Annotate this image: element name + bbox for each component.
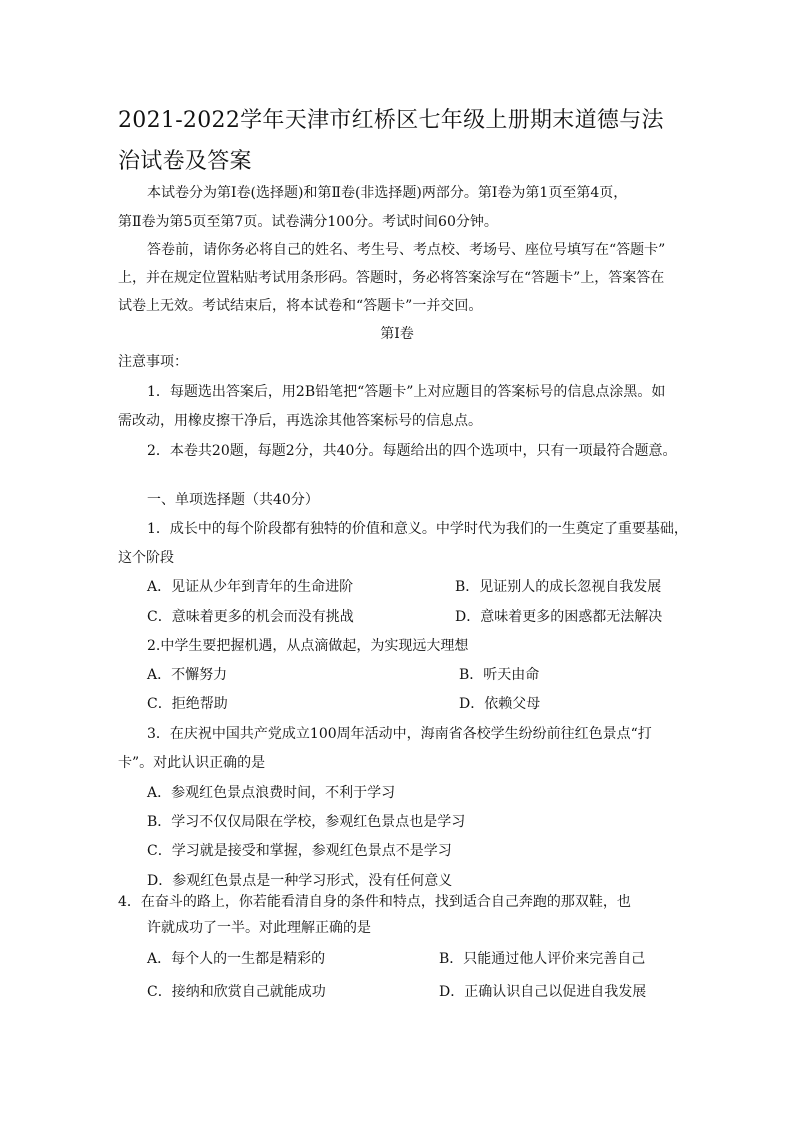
question-3-option-b: B．学习不仅仅局限在学校，参观红色景点也是学习 bbox=[147, 814, 466, 830]
question-2-stem: 2.中学生要把握机遇，从点滴做起，为实现远大理想 bbox=[147, 638, 469, 654]
question-3-stem-2: 卡”。对此认识正确的是 bbox=[118, 755, 266, 771]
question-1-stem-1: 1．成长中的每个阶段都有独特的价值和意义。中学时代为我们的一生奠定了重要基础， bbox=[147, 521, 688, 537]
question-3-option-a: A．参观红色景点浪费时间，不利于学习 bbox=[147, 785, 396, 801]
volume-heading: 第Ⅰ卷 bbox=[380, 326, 414, 342]
notice-line-3: 2．本卷共20题，每题2分，共40分。每题给出的四个选项中，只有一项最符合题意。 bbox=[147, 443, 677, 459]
question-3-option-c: C．学习就是接受和掌握，参观红色景点不是学习 bbox=[147, 843, 452, 859]
intro-line-4: 上，并在规定位置粘贴考试用条形码。答题时，务必将答案涂写在“答题卡”上，答案答在 bbox=[118, 270, 665, 286]
question-2-option-a: A．不懈努力 bbox=[147, 667, 228, 683]
question-1-stem-2: 这个阶段 bbox=[118, 550, 174, 566]
question-4-option-d: D．正确认识自己以促进自我发展 bbox=[439, 984, 647, 1000]
notice-heading: 注意事项： bbox=[118, 354, 188, 370]
intro-line-2: 第Ⅱ卷为第5页至第7页。试卷满分100分。考试时间60分钟。 bbox=[118, 214, 498, 230]
intro-line-5: 试卷上无效。考试结束后，将本试卷和“答题卡”一并交回。 bbox=[118, 298, 483, 314]
question-1-option-a: A．见证从少年到青年的生命进阶 bbox=[147, 579, 354, 595]
question-3-option-d: D．参观红色景点是一种学习形式，没有任何意义 bbox=[147, 873, 453, 889]
question-1-option-c: C．意味着更多的机会而没有挑战 bbox=[147, 609, 354, 625]
notice-line-1: 1．每题选出答案后，用2B铅笔把“答题卡”上对应题目的答案标号的信息点涂黑。如 bbox=[147, 384, 666, 400]
question-4-stem-2: 许就成功了一半。对此理解正确的是 bbox=[147, 920, 371, 936]
question-1-option-d: D．意味着更多的困惑都无法解决 bbox=[455, 609, 663, 625]
notice-line-2: 需改动，用橡皮擦干净后，再选涂其他答案标号的信息点。 bbox=[118, 413, 482, 429]
document-title: 2021-2022学年天津市红桥区七年级上册期末道德与法治试卷及答案 bbox=[118, 108, 664, 174]
question-3-stem-1: 3．在庆祝中国共产党成立100周年活动中，海南省各校学生纷纷前往红色景点“打 bbox=[147, 726, 652, 742]
question-2-option-c: C．拒绝帮助 bbox=[147, 696, 228, 712]
question-4-stem-1: 4．在奋斗的路上，你若能看清自身的条件和特点，找到适合自己奔跑的那双鞋，也 bbox=[118, 894, 631, 910]
question-1-option-b: B．见证别人的成长忽视自我发展 bbox=[455, 579, 662, 595]
question-2-option-b: B．听天由命 bbox=[459, 667, 540, 683]
question-4-option-b: B．只能通过他人评价来完善自己 bbox=[439, 951, 646, 967]
intro-line-1: 本试卷分为第Ⅰ卷(选择题)和第Ⅱ卷(非选择题)两部分。第Ⅰ卷为第1页至第4页， bbox=[147, 185, 628, 201]
question-2-option-d: D．依赖父母 bbox=[459, 696, 541, 712]
intro-line-3: 答卷前，请你务必将自己的姓名、考生号、考点校、考场号、座位号填写在“答题卡” bbox=[147, 242, 666, 258]
section-heading: 一、单项选择题（共40分） bbox=[147, 492, 319, 508]
question-4-option-c: C．接纳和欣赏自己就能成功 bbox=[147, 984, 326, 1000]
question-4-option-a: A．每个人的一生都是精彩的 bbox=[147, 951, 326, 967]
